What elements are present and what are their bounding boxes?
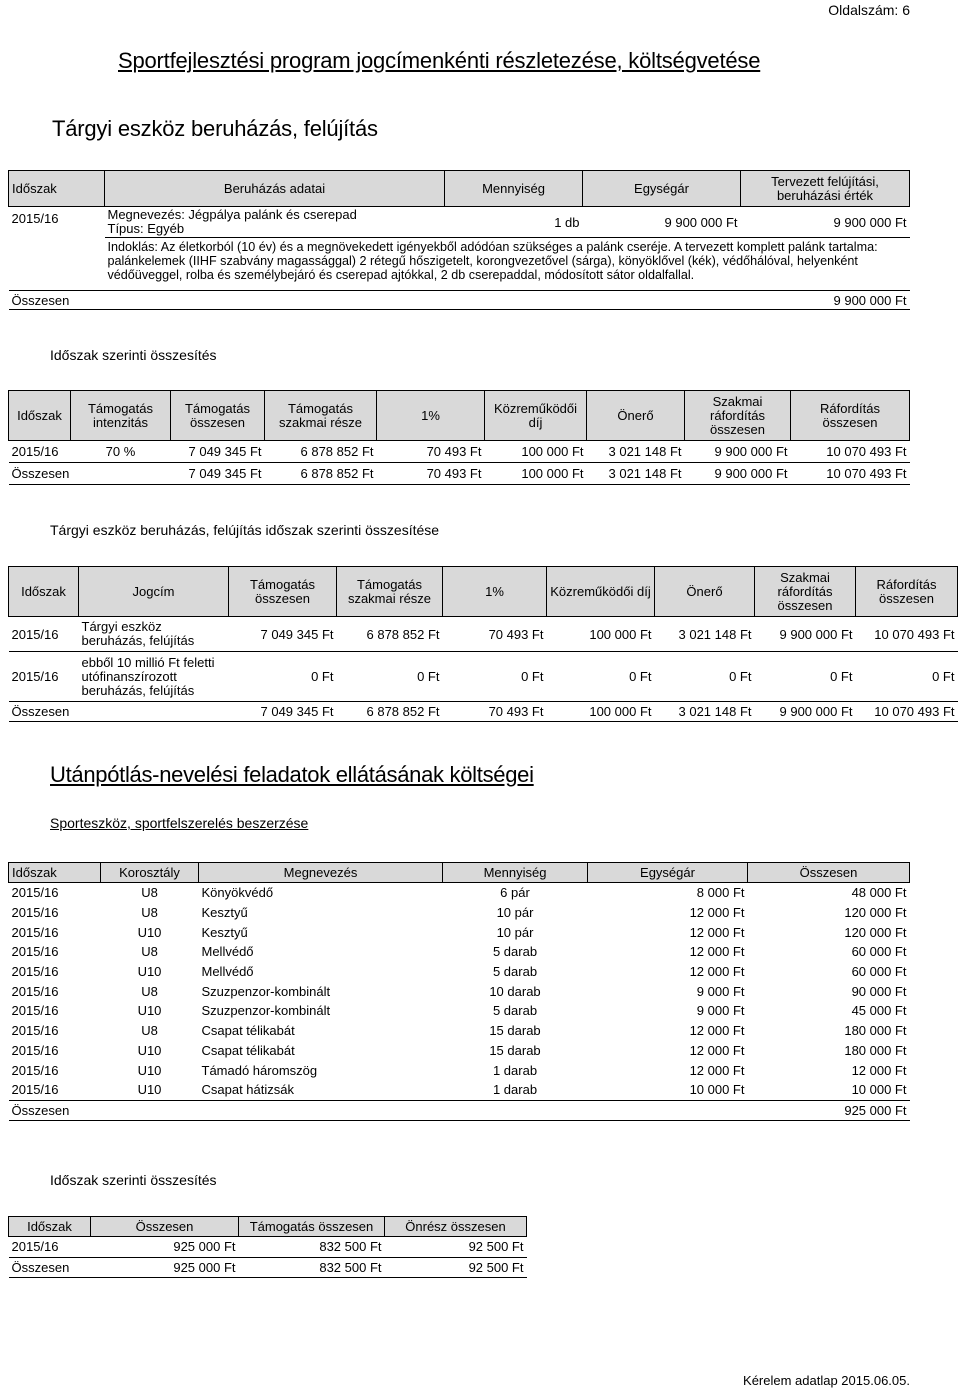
table-row xyxy=(9,962,910,982)
table-row xyxy=(9,903,910,923)
investment-quantity: 1 db xyxy=(445,207,583,238)
asset-summary-title: Tárgyi eszköz beruházás, felújítás időszak szerinti összesítése xyxy=(50,522,440,538)
eq-cell: 2015/16 xyxy=(11,1023,59,1039)
equipment-table xyxy=(8,862,910,1121)
as-total-cell: 70 493 Ft xyxy=(443,702,547,722)
eq-cell: 12 000 Ft xyxy=(689,1062,745,1078)
eq-cell: 12 000 Ft xyxy=(689,964,745,980)
row-period: 2015/16 xyxy=(11,211,59,226)
ps-row-cell: 3 021 148 Ft xyxy=(587,441,685,463)
table-row xyxy=(9,1041,910,1061)
period-summary-table xyxy=(8,390,910,485)
eq-cell: Csapat hátizsák xyxy=(201,1082,294,1098)
ep-row-cell: 2015/16 xyxy=(9,1237,91,1258)
as-header-own-contribution: Önerő xyxy=(655,567,755,617)
as-total-cell: 100 000 Ft xyxy=(547,702,655,722)
eq-cell: 60 000 Ft xyxy=(851,944,907,960)
ep-row-cell: 92 500 Ft xyxy=(385,1237,527,1258)
eq-cell: 2015/16 xyxy=(11,885,59,901)
ps-total-cell: 10 070 493 Ft xyxy=(791,463,910,485)
eq-cell: 45 000 Ft xyxy=(851,1003,907,1019)
eq-cell: 2015/16 xyxy=(11,983,59,999)
ps-total-cell: 3 021 148 Ft xyxy=(587,463,685,485)
eq-cell: U8 xyxy=(141,905,158,921)
as-header-cost-total: Ráfordítás összesen xyxy=(856,567,958,617)
eq-header-unit-price: Egységár xyxy=(588,863,748,883)
eq-total-label: Összesen xyxy=(9,1100,101,1121)
eq-cell: U8 xyxy=(141,944,158,960)
total-value: 9 900 000 Ft xyxy=(741,291,910,310)
eq-cell: 2015/16 xyxy=(11,924,59,940)
as-total-cell: 6 878 852 Ft xyxy=(337,702,443,722)
as-row-cell: 0 Ft xyxy=(337,652,443,702)
eq-cell: 90 000 Ft xyxy=(851,983,907,999)
footer-text: Kérelem adatlap 2015.06.05. xyxy=(743,1373,910,1388)
asset-summary-table xyxy=(8,566,958,722)
eq-cell: Szuzpenzor-kombinált xyxy=(201,1003,331,1019)
eq-cell: 2015/16 xyxy=(11,905,59,921)
equipment-period-table xyxy=(8,1216,527,1278)
ep-total-cell: 832 500 Ft xyxy=(239,1257,385,1278)
total-label: Összesen xyxy=(9,291,105,310)
eq-header-quantity: Mennyiség xyxy=(443,863,588,883)
table-row xyxy=(9,883,910,903)
ps-row-cell: 9 900 000 Ft xyxy=(685,441,791,463)
eq-cell: 12 000 Ft xyxy=(689,1042,745,1058)
ep-total-cell: 92 500 Ft xyxy=(385,1257,527,1278)
investment-justification: Indoklás: Az életkorból (10 év) és a megnövekedett igényekből adódóan szükséges a palánk cseréje. A tervezett komplett palánk tartalma: palánkelemek (IIHF szabvány magassággal) 2 rétegű hőszigetelt, korongvezetővel (sárga), könyöklővel (kék), védőhálóval, helyenként védőüveggel, rolba és személybejáró és cserepad ajtókkal, 2 db cserepaddal, módosított sátor oldalfallal. xyxy=(107,240,878,282)
eq-cell: 2015/16 xyxy=(11,1042,59,1058)
as-total-cell: 7 049 345 Ft xyxy=(229,702,337,722)
eq-cell: Kesztyű xyxy=(201,924,248,940)
as-row-cell: 0 Ft xyxy=(755,652,856,702)
ep-total-cell: Összesen xyxy=(9,1257,91,1278)
eq-cell: 15 darab xyxy=(489,1023,541,1039)
eq-cell: 12 000 Ft xyxy=(689,905,745,921)
eq-cell: 12 000 Ft xyxy=(689,944,745,960)
table-row xyxy=(9,922,910,942)
eq-cell: 1 darab xyxy=(492,1082,538,1098)
eq-cell: 120 000 Ft xyxy=(844,905,907,921)
as-row-cell: 2015/16 xyxy=(9,617,79,652)
as-total-cell: Összesen xyxy=(9,702,79,722)
eq-cell: 180 000 Ft xyxy=(844,1042,907,1058)
as-total-cell: 10 070 493 Ft xyxy=(856,702,958,722)
header-unit-price: Egységár xyxy=(583,171,741,207)
eq-cell: Csapat télikabát xyxy=(201,1042,295,1058)
eq-cell: 10 000 Ft xyxy=(851,1082,907,1098)
ps-header-support-total: Támogatás összesen xyxy=(171,391,265,441)
eq-cell: U10 xyxy=(137,924,162,940)
ep-header-own-share: Önrész összesen xyxy=(385,1217,527,1237)
as-row-cell: 6 878 852 Ft xyxy=(337,617,443,652)
ep-header-period: Időszak xyxy=(9,1217,91,1237)
eq-cell: 6 pár xyxy=(500,885,530,901)
as-row-cell: 0 Ft xyxy=(547,652,655,702)
eq-cell: 9 000 Ft xyxy=(696,983,745,999)
ep-total-cell: 925 000 Ft xyxy=(91,1257,239,1278)
page-number: Oldalszám: 6 xyxy=(828,2,910,18)
eq-cell: Mellvédő xyxy=(201,964,254,980)
ps-header-support-professional: Támogatás szakmai része xyxy=(265,391,377,441)
eq-cell: 2015/16 xyxy=(11,964,59,980)
ep-header-support-total: Támogatás összesen xyxy=(239,1217,385,1237)
eq-cell: Csapat télikabát xyxy=(201,1023,295,1039)
investment-value: 9 900 000 Ft xyxy=(741,207,910,238)
equipment-period-title: Időszak szerinti összesítés xyxy=(50,1172,217,1188)
section-title-youth: Utánpótlás-nevelési feladatok ellátásának költségei xyxy=(50,762,534,787)
header-investment-data: Beruházás adatai xyxy=(105,171,445,207)
investment-type: Típus: Egyéb xyxy=(107,221,185,236)
as-total-cell: 3 021 148 Ft xyxy=(655,702,755,722)
eq-cell: 180 000 Ft xyxy=(844,1023,907,1039)
eq-cell: 120 000 Ft xyxy=(844,924,907,940)
eq-cell: 5 darab xyxy=(492,944,538,960)
investment-table xyxy=(8,170,910,310)
as-header-one-percent: 1% xyxy=(443,567,547,617)
eq-cell: U10 xyxy=(137,1082,162,1098)
as-header-support-professional: Támogatás szakmai része xyxy=(337,567,443,617)
eq-cell: 12 000 Ft xyxy=(851,1062,907,1078)
eq-cell: Kesztyű xyxy=(201,905,248,921)
table-row xyxy=(9,1080,910,1100)
header-period: Időszak xyxy=(9,171,105,207)
as-header-period: Időszak xyxy=(9,567,79,617)
ps-header-intermediary-fee: Közreműködői díj xyxy=(485,391,587,441)
ps-total-cell: 6 878 852 Ft xyxy=(265,463,377,485)
eq-cell: U10 xyxy=(137,1062,162,1078)
table-row xyxy=(9,942,910,962)
ep-row-cell: 925 000 Ft xyxy=(91,1237,239,1258)
ps-total-cell: 9 900 000 Ft xyxy=(685,463,791,485)
ps-row-cell: 10 070 493 Ft xyxy=(791,441,910,463)
as-row-cell: 2015/16 xyxy=(9,652,79,702)
as-row-cell: 0 Ft xyxy=(443,652,547,702)
eq-cell: U10 xyxy=(137,1042,162,1058)
ep-row-cell: 832 500 Ft xyxy=(239,1237,385,1258)
as-header-intermediary-fee: Közreműködői díj xyxy=(547,567,655,617)
eq-cell: Mellvédő xyxy=(201,944,254,960)
table-row xyxy=(9,981,910,1001)
as-row-cell: 70 493 Ft xyxy=(443,617,547,652)
period-summary-title: Időszak szerinti összesítés xyxy=(50,347,217,363)
ps-total-cell: 7 049 345 Ft xyxy=(171,463,265,485)
eq-cell: U8 xyxy=(141,1023,158,1039)
eq-cell: 48 000 Ft xyxy=(851,885,907,901)
page-title: Sportfejlesztési program jogcímenkénti részletezése, költségvetése xyxy=(118,48,761,73)
ps-header-one-percent: 1% xyxy=(377,391,485,441)
eq-cell: 12 000 Ft xyxy=(689,924,745,940)
ps-total-cell: 70 493 Ft xyxy=(377,463,485,485)
eq-cell: 2015/16 xyxy=(11,1003,59,1019)
as-header-professional-cost: Szakmai ráfordítás összesen xyxy=(755,567,856,617)
eq-cell: 8 000 Ft xyxy=(696,885,745,901)
eq-header-name: Megnevezés xyxy=(199,863,443,883)
equipment-title: Sporteszköz, sportfelszerelés beszerzése xyxy=(50,815,309,831)
eq-header-age-group: Korosztály xyxy=(101,863,199,883)
as-row-cell: ebből 10 millió Ft feletti utófinanszírozott beruházás, felújítás xyxy=(79,652,229,702)
eq-header-period: Időszak xyxy=(9,863,101,883)
investment-name: Megnevezés: Jégpálya palánk és cserepad xyxy=(107,207,357,222)
eq-cell: U8 xyxy=(141,885,158,901)
eq-cell: U10 xyxy=(137,1003,162,1019)
ps-row-cell: 70 % xyxy=(71,441,171,463)
header-quantity: Mennyiség xyxy=(445,171,583,207)
table-row xyxy=(9,1001,910,1021)
eq-cell: Könyökvédő xyxy=(201,885,274,901)
ps-total-cell: Összesen xyxy=(9,463,71,485)
as-row-cell: Tárgyi eszköz beruházás, felújítás xyxy=(79,617,229,652)
as-total-cell: 9 900 000 Ft xyxy=(755,702,856,722)
eq-cell: 10 000 Ft xyxy=(689,1082,745,1098)
eq-cell: 5 darab xyxy=(492,1003,538,1019)
ep-header-total: Összesen xyxy=(91,1217,239,1237)
ps-header-professional-cost: Szakmai ráfordítás összesen xyxy=(685,391,791,441)
eq-cell: Szuzpenzor-kombinált xyxy=(201,983,331,999)
eq-cell: 12 000 Ft xyxy=(689,1023,745,1039)
ps-row-cell: 100 000 Ft xyxy=(485,441,587,463)
as-header-support-total: Támogatás összesen xyxy=(229,567,337,617)
as-header-title: Jogcím xyxy=(79,567,229,617)
ps-row-cell: 70 493 Ft xyxy=(377,441,485,463)
header-planned-value: Tervezett felújítási, beruházási érték xyxy=(741,171,910,207)
ps-header-intensity: Támogatás intenzitás xyxy=(71,391,171,441)
eq-cell: 1 darab xyxy=(492,1062,538,1078)
eq-cell: U8 xyxy=(141,983,158,999)
as-row-cell: 3 021 148 Ft xyxy=(655,617,755,652)
eq-cell: Támadó háromszög xyxy=(201,1062,318,1078)
eq-cell: 15 darab xyxy=(489,1042,541,1058)
as-row-cell: 0 Ft xyxy=(856,652,958,702)
ps-total-cell: 100 000 Ft xyxy=(485,463,587,485)
eq-cell: 10 darab xyxy=(489,983,541,999)
eq-cell: 2015/16 xyxy=(11,1062,59,1078)
ps-header-cost-total: Ráfordítás összesen xyxy=(791,391,910,441)
ps-row-cell: 7 049 345 Ft xyxy=(171,441,265,463)
eq-cell: 2015/16 xyxy=(11,1082,59,1098)
ps-row-cell: 6 878 852 Ft xyxy=(265,441,377,463)
eq-total-value: 925 000 Ft xyxy=(748,1100,910,1121)
as-row-cell: 100 000 Ft xyxy=(547,617,655,652)
ps-header-own-contribution: Önerő xyxy=(587,391,685,441)
eq-cell: 9 000 Ft xyxy=(696,1003,745,1019)
ps-row-cell: 2015/16 xyxy=(9,441,71,463)
ps-header-period: Időszak xyxy=(9,391,71,441)
table-row xyxy=(9,1021,910,1041)
as-row-cell: 0 Ft xyxy=(655,652,755,702)
eq-cell: 10 pár xyxy=(496,924,534,940)
investment-unit-price: 9 900 000 Ft xyxy=(583,207,741,238)
eq-cell: 10 pár xyxy=(496,905,534,921)
eq-cell: 60 000 Ft xyxy=(851,964,907,980)
eq-cell: 5 darab xyxy=(492,964,538,980)
as-row-cell: 7 049 345 Ft xyxy=(229,617,337,652)
eq-cell: U10 xyxy=(137,964,162,980)
as-total-cell xyxy=(79,702,229,722)
as-row-cell: 0 Ft xyxy=(229,652,337,702)
table-row xyxy=(9,1060,910,1080)
eq-header-total: Összesen xyxy=(748,863,910,883)
as-row-cell: 10 070 493 Ft xyxy=(856,617,958,652)
ps-total-cell xyxy=(71,463,171,485)
section-title-assets: Tárgyi eszköz beruházás, felújítás xyxy=(52,116,378,141)
as-row-cell: 9 900 000 Ft xyxy=(755,617,856,652)
eq-cell: 2015/16 xyxy=(11,944,59,960)
